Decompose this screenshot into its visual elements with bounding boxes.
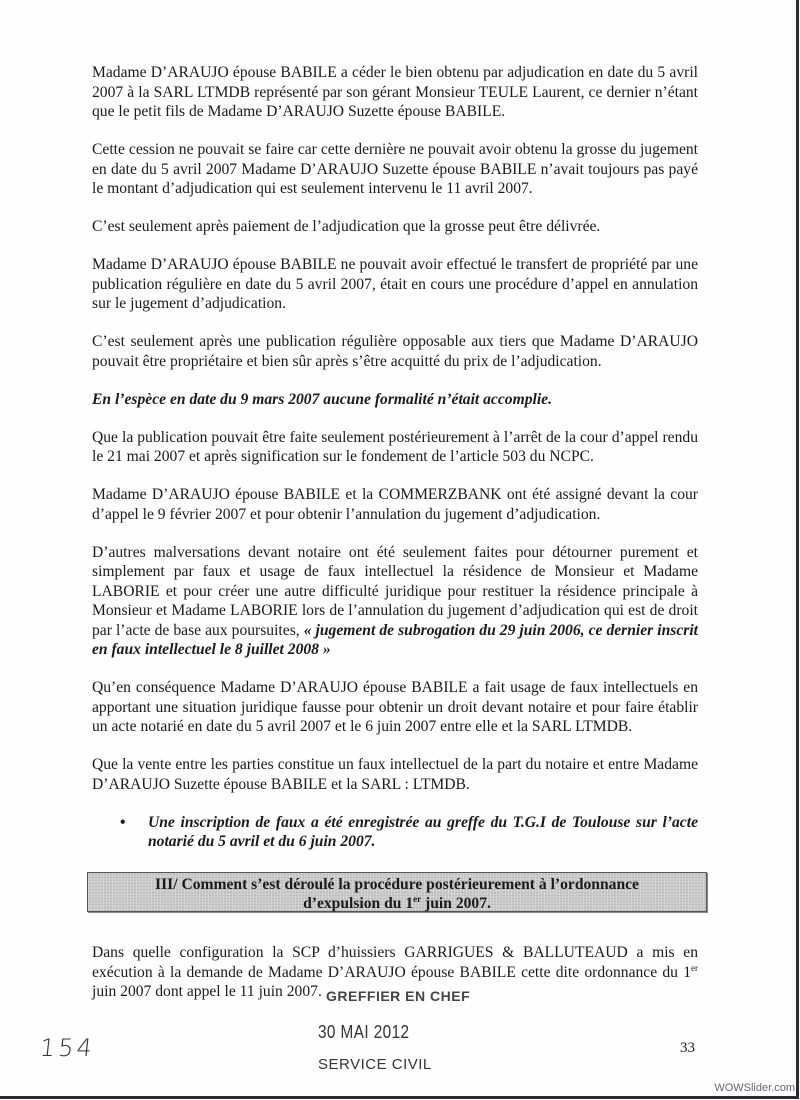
paragraph: Qu’en conséquence Madame D’ARAUJO épouse BABILE a fait usage de faux intellectuels en apportant une situation juridique fausse pour obtenir un droit devant notaire et pour faire établir un acte notarié en date du 5 avril 2007 et le 6 juin 2007 entre elle et la SARL LTMDB. bbox=[92, 679, 698, 735]
handwritten-page-note: 154 bbox=[38, 1034, 97, 1062]
paragraph: Madame D’ARAUJO épouse BABILE et la COMMERZBANK ont été assigné devant la cour d’appel le 9 février 2007 et pour obtenir l’annulation du jugement d’adjudication. bbox=[92, 486, 698, 523]
paragraph bbox=[92, 543, 698, 660]
watermark: WOWSlider.com bbox=[714, 1082, 795, 1094]
superscript: er bbox=[413, 894, 422, 904]
paragraph: Que la publication pouvait être faite seulement postérieurement à l’arrêt de la cour d’appel rendu le 21 mai 2007 et après signification sur le fondement de l’article 503 du NCPC. bbox=[92, 428, 698, 465]
bullet-icon: • bbox=[120, 813, 126, 831]
bullet-item bbox=[92, 813, 698, 852]
heading-text: juin 2007. bbox=[421, 895, 491, 912]
service-stamp: SERVICE CIVIL bbox=[318, 1056, 432, 1073]
paragraph: Cette cession ne pouvait se faire car cette dernière ne pouvait avoir obtenu la grosse du jugement en date du 5 avril 2007 Madame D’ARAUJO Suzette épouse BABILE n’avait toujours pas payé le montant d’adjudication qui est seulement intervenu le 11 avril 2007. bbox=[92, 141, 698, 197]
quoted-judgment: « jugement de subrogation du 29 juin 2006, ce dernier inscrit en faux intellectuel le 8 juillet 2008 » bbox=[92, 621, 698, 658]
document-body bbox=[92, 63, 698, 870]
date-number: 1 bbox=[683, 963, 691, 981]
superscript: er bbox=[691, 962, 698, 973]
heading-text: d’expulsion du 1 bbox=[303, 895, 414, 912]
date-stamp: 30 MAI 2012 bbox=[318, 1022, 410, 1042]
bullet-text: Une inscription de faux a été enregistrée au greffe du T.G.I de Toulouse sur l’acte notarié du 5 avril et du 6 juin 2007. bbox=[148, 813, 698, 850]
paragraph: Madame D’ARAUJO épouse BABILE ne pouvait avoir effectué le transfert de propriété par une publication régulière en date du 5 avril 2007, était en cours une procédure d’appel en annulation sur le jugement d’adjudication. bbox=[92, 256, 698, 312]
emphasized-paragraph: En l’espèce en date du 9 mars 2007 aucune formalité n’était accomplie. bbox=[92, 390, 552, 408]
paragraph: C’est seulement après une publication régulière opposable aux tiers que Madame D’ARAUJO pouvait être propriétaire et bien sûr après s’être acquitté du prix de l’adjudication. bbox=[92, 333, 698, 370]
paragraph: Madame D’ARAUJO épouse BABILE a céder le bien obtenu par adjudication en date du 5 avril 2007 à la SARL LTMDB représenté par son gérant Monsieur TEULE Laurent, ce dernier n’étant que le petit fils de Madame D’ARAUJO Suzette épouse BABILE. bbox=[92, 64, 698, 120]
greffier-stamp: GREFFIER EN CHEF bbox=[326, 988, 471, 1004]
paragraph: C’est seulement après paiement de l’adjudication que la grosse peut être délivrée. bbox=[92, 218, 601, 235]
paragraph-text: Dans quelle configuration la SCP d’huissiers GARRIGUES & BALLUTEAUD a mis en exécution à la demande de Madame D’ARAUJO épouse BABILE cette dite ordonnance du bbox=[92, 944, 698, 981]
section-heading bbox=[87, 872, 707, 912]
paragraph: Que la vente entre les parties constitue un faux intellectuel de la part du notaire et entre Madame D’ARAUJO Suzette épouse BABILE et la SARL : LTMDB. bbox=[92, 756, 698, 793]
page-number: 33 bbox=[680, 1040, 695, 1056]
section-heading-line2 bbox=[88, 894, 706, 913]
section-heading-line1: III/ Comment s’est déroulé la procédure postérieurement à l’ordonnance bbox=[155, 876, 639, 893]
paragraph-text: juin 2007 dont appel le 11 juin 2007. bbox=[92, 983, 322, 1000]
paragraph-text: D’autres malversations devant notaire ont été seulement faites pour détourner purement et simplement par faux et usage de faux intellectuel la résidence de Monsieur et Madame LABORIE et pour créer une autre difficulté juridique pour restituer la résidence principale à Monsieur et Madame LABORIE lors de l’annulation du jugement d’adjudication qui est de droit par l’acte de base aux poursuites, bbox=[92, 543, 698, 639]
